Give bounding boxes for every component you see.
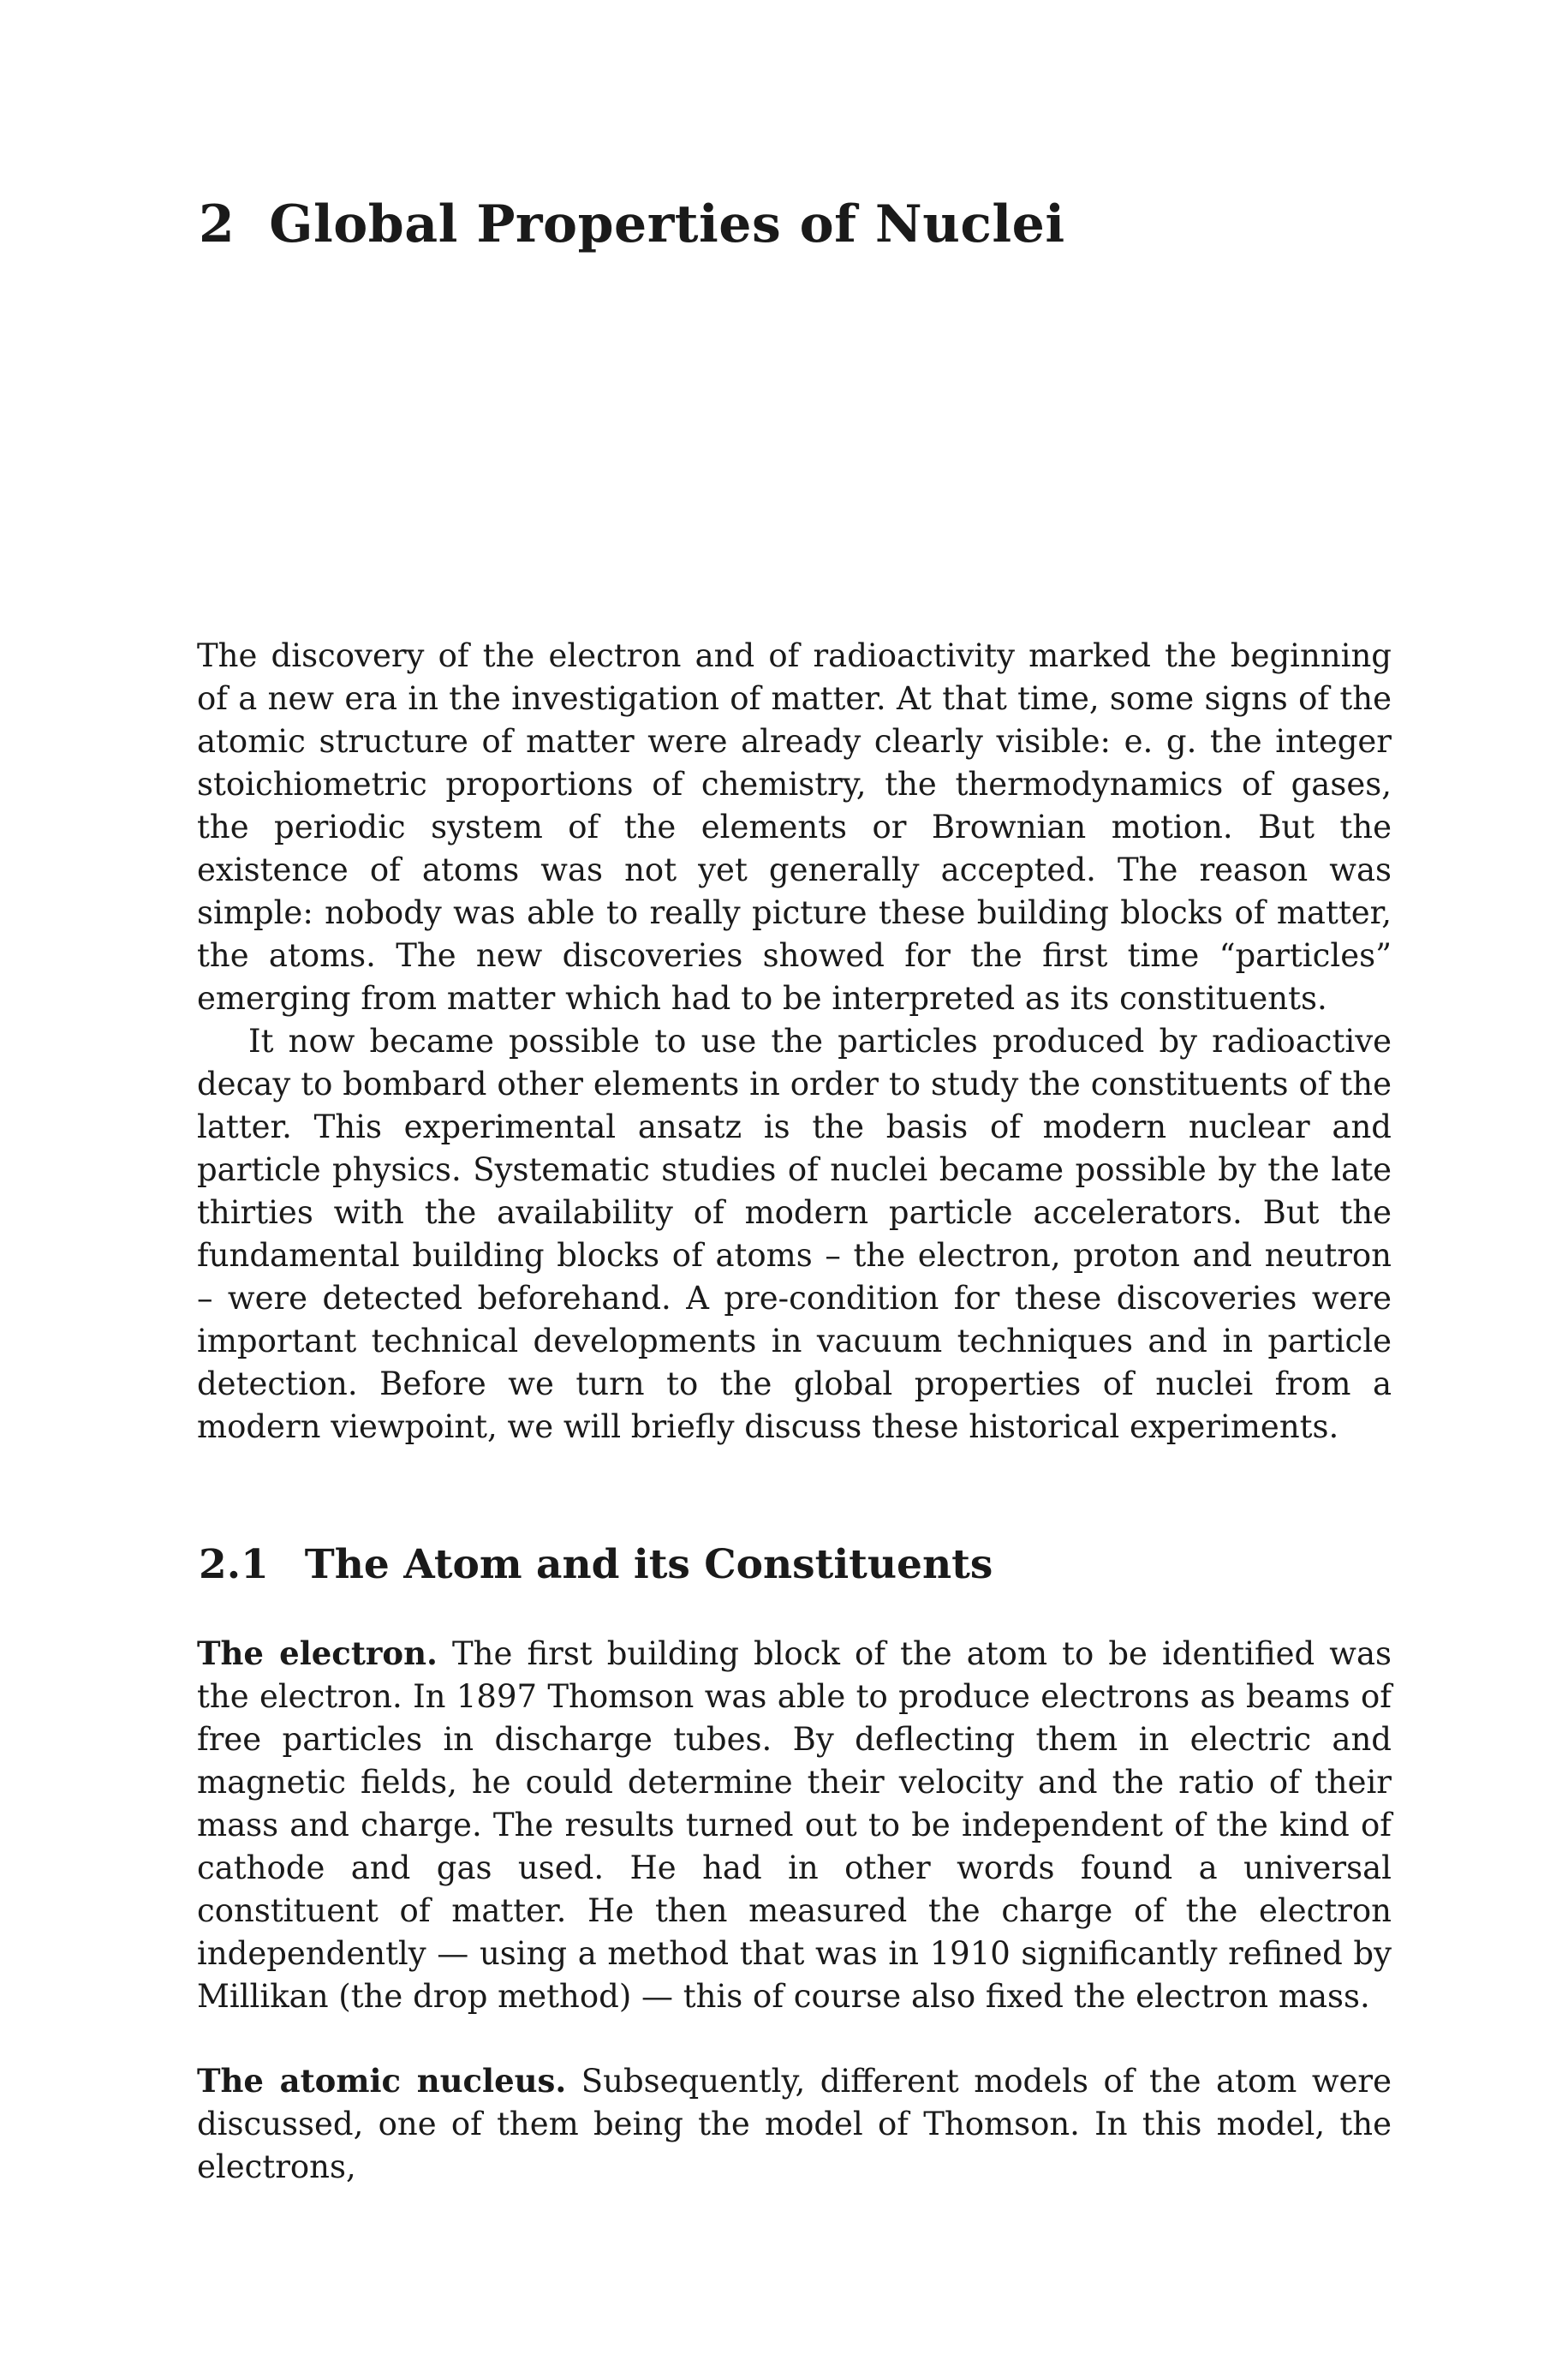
- intro-paragraph-2: It now became possible to use the particles produced by radioactive decay to bombard other elements in order to study the constituents of the latter. This experimental ansatz is the basis of modern nuclear and particle physics. Systematic studies of nuclei became possible by the late thirties with the availability of modern particle accelerators. But the fundamental building blocks of atoms – the electron, proton and neutron – were detected beforehand. A pre-condition for these discoveries were important technical developments in vacuum techniques and in particle detection. Before we turn to the global properties of nuclei from a modern viewpoint, we will briefly discuss these historical experiments.: [197, 1023, 1392, 1445]
- section-title-text: The Atom and its Constituents: [304, 1541, 993, 1588]
- nucleus-paragraph: [197, 2059, 1392, 2189]
- electron-text: The first building block of the atom to be identified was the electron. In 1897 Thomson was able to produce electrons as beams of free particles in discharge tubes. By deflecting them in electric and magnetic fields, he could determine their velocity and the ratio of their mass and charge. The results turned out to be independent of the kind of cathode and gas used. He had in other words found a universal constituent of matter. He then measured the charge of the electron independently — using a method that was in 1910 significantly refined by Millikan (the drop method) — this of course also fixed the electron mass.: [197, 1635, 1392, 2015]
- section-heading: [199, 1539, 993, 1591]
- electron-run-in-heading: The electron.: [197, 1634, 438, 1672]
- chapter-number: 2: [199, 194, 235, 254]
- chapter-title: [199, 190, 1065, 259]
- electron-paragraph: [197, 1632, 1392, 2018]
- chapter-title-text: Global Properties of Nuclei: [269, 194, 1065, 254]
- intro-paragraph-1: The discovery of the electron and of radioactivity marked the beginning of a new era in the investigation of matter. At that time, some signs of the atomic structure of matter were already clearly visible: e. g. the integer stoichiometric proportions of chemistry, the thermodynamics of gases, the periodic system of the elements or Brownian motion. But the existence of atoms was not yet generally accepted. The reason was simple: nobody was able to really picture these building blocks of matter, the atoms. The new discoveries showed for the first time “particles” emerging from matter which had to be interpreted as its constituents.: [197, 637, 1392, 1017]
- nucleus-run-in-heading: The atomic nucleus.: [197, 2062, 567, 2100]
- nucleus-text: Subsequently, different models of the atom were discussed, one of them being the model of Thomson. In this model, the electrons,: [197, 2063, 1392, 2185]
- section-number: 2.1: [199, 1541, 269, 1588]
- chapter-intro: [197, 635, 1392, 1449]
